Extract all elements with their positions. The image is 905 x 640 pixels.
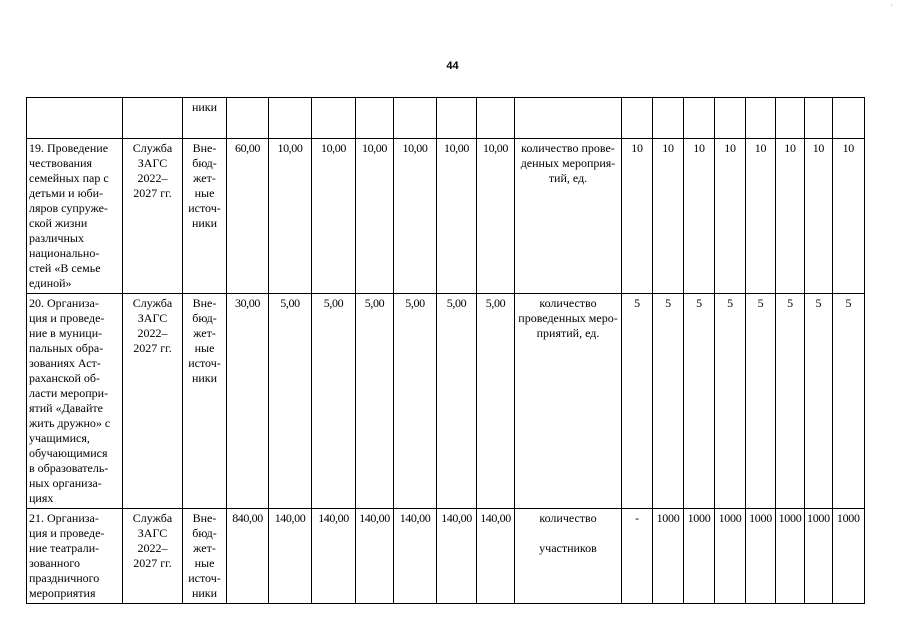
amount-year: 5,00 xyxy=(269,294,312,509)
amount-year: 5,00 xyxy=(477,294,515,509)
measure-name: 21. Организа- ция и проведе- ние театрали- зованного праздничного мероприятия xyxy=(27,509,123,604)
amount-total: 30,00 xyxy=(227,294,269,509)
indicator-value: 5 xyxy=(832,294,864,509)
indicator-value: 5 xyxy=(776,294,805,509)
funding-source: Вне- бюд- жет- ные источ- ники xyxy=(183,294,227,509)
indicator-value: 10 xyxy=(776,139,805,294)
empty-cell xyxy=(227,98,269,139)
empty-cell xyxy=(776,98,805,139)
empty-cell xyxy=(832,98,864,139)
executor: Служба ЗАГС 2022– 2027 гг. xyxy=(123,139,183,294)
amount-year: 140,00 xyxy=(312,509,356,604)
indicator-value: 5 xyxy=(746,294,776,509)
amount-year: 140,00 xyxy=(356,509,394,604)
empty-cell xyxy=(746,98,776,139)
amount-year: 140,00 xyxy=(437,509,477,604)
measure-name: 19. Проведение чествования семейных пар с детьми и юби- ляров супруже- ской жизни различных национальнo- стей «В семье единой» xyxy=(27,139,123,294)
table-row xyxy=(27,294,865,509)
empty-cell xyxy=(356,98,394,139)
amount-year: 5,00 xyxy=(312,294,356,509)
amount-year: 10,00 xyxy=(269,139,312,294)
funding-source: Вне- бюд- жет- ные источ- ники xyxy=(183,509,227,604)
page-number: 44 xyxy=(446,60,459,72)
indicator-value: 10 xyxy=(684,139,715,294)
amount-year: 5,00 xyxy=(437,294,477,509)
indicator-value: 1000 xyxy=(653,509,684,604)
indicator-value: 1000 xyxy=(684,509,715,604)
amount-total: 60,00 xyxy=(227,139,269,294)
amount-year: 140,00 xyxy=(394,509,437,604)
amount-year: 5,00 xyxy=(356,294,394,509)
empty-cell xyxy=(394,98,437,139)
indicator: количество прове- денных мероприя- тий, ед. xyxy=(515,139,622,294)
indicator-value: 5 xyxy=(684,294,715,509)
funding-source: Вне- бюд- жет- ные источ- ники xyxy=(183,139,227,294)
indicator-value: 1000 xyxy=(715,509,746,604)
indicator-value: 1000 xyxy=(746,509,776,604)
empty-cell xyxy=(269,98,312,139)
indicator-value: 10 xyxy=(622,139,653,294)
indicator-value: 5 xyxy=(715,294,746,509)
indicator-value: 10 xyxy=(832,139,864,294)
indicator-value: 10 xyxy=(715,139,746,294)
empty-cell xyxy=(805,98,833,139)
indicator-value: 5 xyxy=(653,294,684,509)
indicator-value: 5 xyxy=(805,294,833,509)
source-tail-cell: ники xyxy=(183,98,227,139)
empty-cell xyxy=(653,98,684,139)
table-row xyxy=(27,509,865,604)
executor: Служба ЗАГС 2022– 2027 гг. xyxy=(123,509,183,604)
empty-cell xyxy=(312,98,356,139)
indicator: количество проведенных меро- приятий, ед. xyxy=(515,294,622,509)
indicator: количество участников xyxy=(515,509,622,604)
executor: Служба ЗАГС 2022– 2027 гг. xyxy=(123,294,183,509)
amount-year: 140,00 xyxy=(477,509,515,604)
program-table xyxy=(26,97,865,604)
empty-cell xyxy=(477,98,515,139)
measure-name: 20. Организа- ция и проведе- ние в муници- пальных обра- зованиях Аст- раханской об- ласти меропри- ятий «Давайте жить дружно» с учащимися, обучающимися в образователь- ных организа- циях xyxy=(27,294,123,509)
indicator-value: 1000 xyxy=(805,509,833,604)
header-continuation-row xyxy=(27,98,865,139)
empty-cell xyxy=(123,98,183,139)
table-row xyxy=(27,139,865,294)
indicator-value: 1000 xyxy=(832,509,864,604)
corner-mark: · xyxy=(890,0,893,10)
indicator-value: 1000 xyxy=(776,509,805,604)
indicator-value: 5 xyxy=(622,294,653,509)
empty-cell xyxy=(684,98,715,139)
empty-cell xyxy=(515,98,622,139)
amount-year: 10,00 xyxy=(394,139,437,294)
empty-cell xyxy=(437,98,477,139)
indicator-value: 10 xyxy=(746,139,776,294)
amount-year: 10,00 xyxy=(312,139,356,294)
amount-year: 5,00 xyxy=(394,294,437,509)
indicator-value: - xyxy=(622,509,653,604)
amount-total: 840,00 xyxy=(227,509,269,604)
empty-cell xyxy=(27,98,123,139)
empty-cell xyxy=(715,98,746,139)
empty-cell xyxy=(622,98,653,139)
amount-year: 140,00 xyxy=(269,509,312,604)
indicator-value: 10 xyxy=(653,139,684,294)
amount-year: 10,00 xyxy=(356,139,394,294)
indicator-value: 10 xyxy=(805,139,833,294)
amount-year: 10,00 xyxy=(477,139,515,294)
amount-year: 10,00 xyxy=(437,139,477,294)
